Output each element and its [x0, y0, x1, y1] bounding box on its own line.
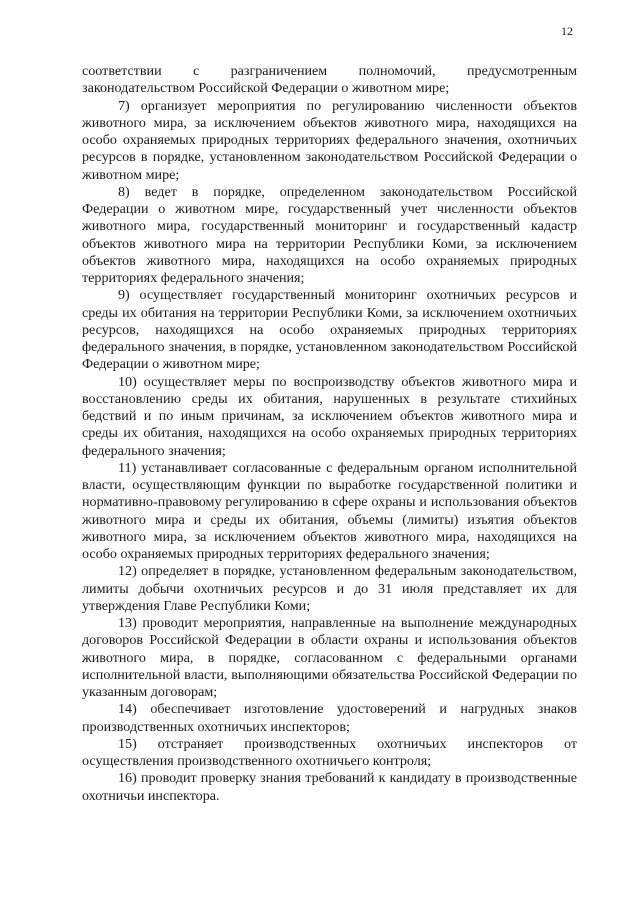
paragraph-item-14: 14) обеспечивает изготовление удостоверений и нагрудных знаков производственных охотничьих инспекторов;: [82, 701, 577, 735]
paragraph-item-13: 13) проводит мероприятия, направленные на выполнение международных договоров Российской Федерации в области охраны и использования объектов животного мира, в порядке, согласованном с федеральными органами исполнительной власти, выполняющими обязательства Российской Федерации по указанным договорам;: [82, 615, 577, 700]
paragraph-item-11: 11) устанавливает согласованные с федеральным органом исполнительной власти, осуществляющим функции по выработке государственной политики и нормативно-правовому регулированию в сфере охраны и использования объектов животного мира и среды их обитания, объемы (лимиты) изъятия объектов животного мира, за исключением объектов животного мира, находящихся на особо охраняемых природных территориях федерального значения;: [82, 459, 577, 562]
paragraph-item-9: 9) осуществляет государственный мониторинг охотничьих ресурсов и среды их обитания на территории Республики Коми, за исключением охотничьих ресурсов, находящихся на особо охраняемых природных территориях федерального значения, в порядке, установленном законодательством Российской Федерации о животном мире;: [82, 287, 577, 373]
paragraph-item-8: 8) ведет в порядке, определенном законодательством Российской Федерации о животном мире, государственный учет численности объектов животного мира, государственный мониторинг и государственный кадастр объектов животного мира на территории Республики Коми, за исключением объектов животного мира, находящихся на особо охраняемых природных территориях федерального значения;: [82, 183, 577, 286]
paragraph-item-16: 16) проводит проверку знания требований к кандидату в производственные охотничьи инспектора.: [82, 770, 577, 804]
document-body: [82, 63, 577, 805]
paragraph-item-7: 7) организует мероприятия по регулированию численности объектов животного мира, за исключением объектов животного мира, находящихся на особо охраняемых природных территориях федерального значения, охотничьих ресурсов в порядке, установленном законодательством Российской Федерации о животном мире;: [82, 97, 577, 183]
paragraph-item-12: 12) определяет в порядке, установленном федеральным законодательством, лимиты добычи охотничьих ресурсов и до 31 июля представляет их для утверждения Главе Республики Коми;: [82, 563, 577, 614]
paragraph-continuation: соответствии с разграничением полномочий, предусмотренным законодательством Российской Федерации о животном мире;: [82, 63, 577, 97]
paragraph-item-15: 15) отстраняет производственных охотничьих инспекторов от осуществления производственного охотничьего контроля;: [82, 735, 577, 769]
page-number: 12: [561, 24, 573, 38]
paragraph-item-10: 10) осуществляет меры по воспроизводству объектов животного мира и восстановлению среды их обитания, нарушенных в результате стихийных бедствий и по иным причинам, за исключением объектов животного мира и среды их обитания, находящихся на особо охраняемых природных территориях федерального значения;: [82, 373, 577, 459]
